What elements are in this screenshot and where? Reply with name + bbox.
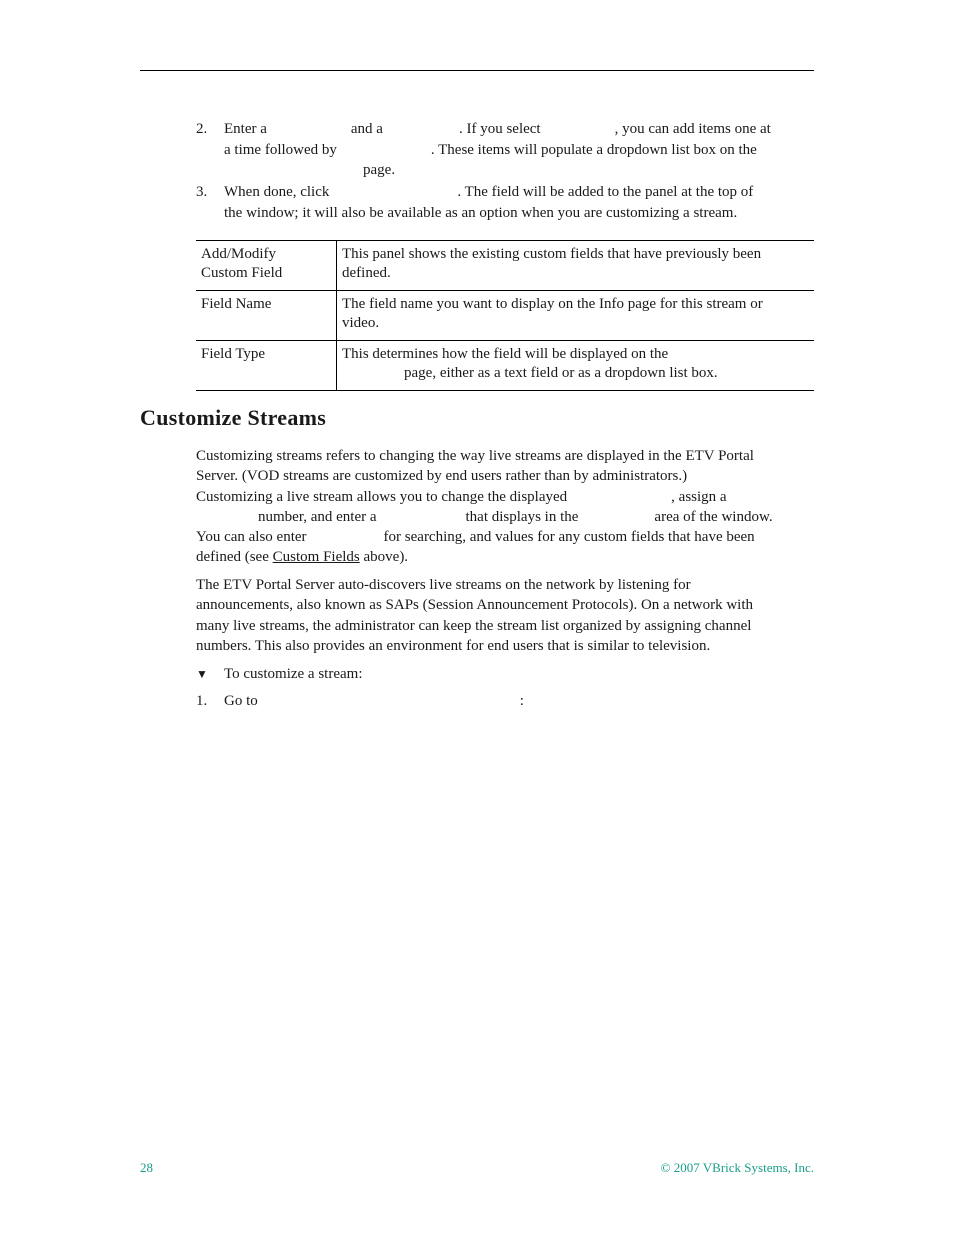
- step-2-line-3: page.: [363, 162, 396, 178]
- step-1: 1. Go to :: [196, 691, 816, 712]
- step-2-line-2: a time followed by . These items will populate a dropdown list box on the: [224, 141, 757, 158]
- custom-fields-link[interactable]: Custom Fields: [272, 549, 360, 566]
- description-cell: The field name you want to display on the Info page for this stream or video.: [337, 291, 815, 341]
- intro-paragraph: Customizing streams refers to changing the way live streams are displayed in the ETV Portal Server. (VOD streams are customized by end users rather than by administrators.) Customizing a live stream allows you to change the displayed , assign a number, and enter a that displays in the area of the window. You can also enter for searching, and values for any custom fields that have been defined (see Custom Fields above).: [196, 448, 773, 566]
- term-cell: Field Name: [196, 291, 337, 341]
- table-row: [196, 291, 814, 341]
- table-row: [196, 241, 814, 291]
- header-rule: [140, 70, 814, 71]
- step-2: [196, 119, 816, 181]
- step-2-line-1: Enter a and a . If you select , you can add items one at: [224, 121, 771, 137]
- description-cell: This determines how the field will be displayed on the page, either as a text field or as a dropdown list box.: [337, 341, 815, 391]
- custom-fields-table: [196, 240, 814, 391]
- step-3-line-1: When done, click . The field will be added to the panel at the top of: [224, 184, 754, 200]
- section-heading: Customize Streams: [140, 405, 327, 430]
- term-cell: Field Type: [196, 341, 337, 391]
- description-cell: This panel shows the existing custom fields that have previously been defined.: [337, 241, 815, 291]
- discovery-paragraph: The ETV Portal Server auto-discovers live streams on the network by listening for announcements, also known as SAPs (Session Announcement Protocols). On a network with many live streams, the administrator can keep the stream list organized by assigning channel numbers. This also provides an environment for end users that is similar to television.: [196, 577, 754, 654]
- step-3: [196, 182, 816, 223]
- copyright-notice: © 2007 VBrick Systems, Inc.: [660, 1160, 814, 1175]
- page-number: 28: [140, 1160, 153, 1175]
- procedure-heading: ▼ To customize a stream:: [196, 666, 363, 682]
- step-number: 1.: [196, 693, 208, 709]
- step-number: 3.: [196, 184, 208, 200]
- step-number: 2.: [196, 121, 208, 137]
- triangle-down-icon: ▼: [196, 667, 208, 681]
- step-3-line-2: the window; it will also be available as an option when you are customizing a stream.: [224, 204, 738, 221]
- table-row: [196, 341, 814, 391]
- term-cell: Add/Modify Custom Field: [196, 241, 337, 291]
